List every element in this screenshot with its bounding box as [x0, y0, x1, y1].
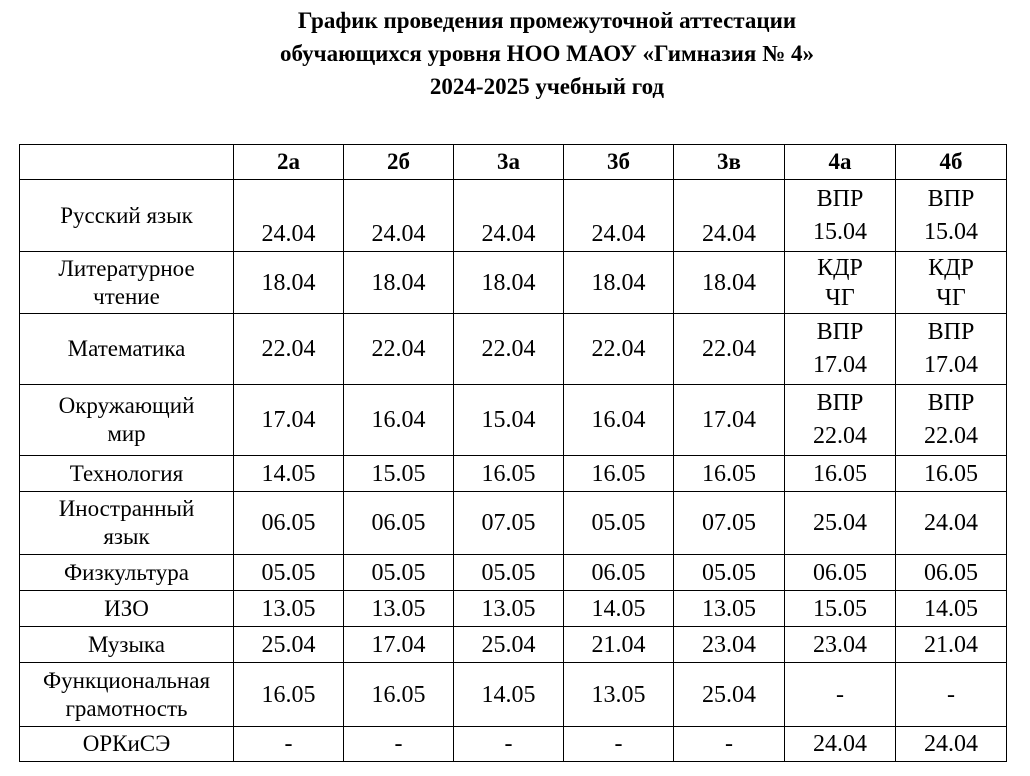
- cell-value: 16.05: [481, 460, 536, 487]
- column-header-7: 4б: [896, 145, 1007, 180]
- cell-value: 17.04: [924, 352, 978, 378]
- date-cell: [564, 252, 674, 314]
- subject-cell: [20, 314, 234, 385]
- cell-value: -: [725, 731, 733, 757]
- cell-value: 22.04: [702, 336, 756, 362]
- cell-value: 22.04: [371, 336, 426, 362]
- date-cell: [454, 555, 564, 591]
- cell-value: 13.05: [481, 595, 536, 622]
- date-cell: [564, 492, 674, 555]
- table-row: [20, 591, 1007, 627]
- attestation-schedule-table: [19, 144, 1007, 762]
- subject-label-line: язык: [103, 524, 150, 549]
- cell-value: 07.05: [481, 510, 536, 536]
- table-row: [20, 555, 1007, 591]
- subject-label-line: Окружающий: [58, 393, 195, 418]
- cell-value: 05.05: [261, 559, 316, 586]
- cell-value: 15.05: [371, 460, 426, 487]
- date-cell: [896, 314, 1007, 385]
- date-cell: [564, 180, 674, 252]
- date-cell: [344, 727, 454, 762]
- cell-value: 25.04: [261, 631, 316, 658]
- cell-value: ВПР: [816, 185, 864, 212]
- date-cell: [785, 663, 896, 727]
- cell-value: КДР: [817, 254, 863, 281]
- cell-value: 24.04: [591, 221, 646, 247]
- date-cell: [234, 555, 344, 591]
- column-header-6: 4а: [785, 145, 896, 180]
- date-cell: [674, 555, 785, 591]
- date-cell: [344, 456, 454, 492]
- cell-value: ВПР: [927, 185, 975, 212]
- table-row: [20, 456, 1007, 492]
- date-cell: [454, 627, 564, 663]
- cell-value: 06.05: [591, 559, 646, 586]
- date-cell: [785, 456, 896, 492]
- cell-value: 17.04: [813, 352, 867, 378]
- date-cell: [454, 492, 564, 555]
- date-cell: [454, 252, 564, 314]
- cell-value: 18.04: [371, 269, 426, 296]
- date-cell: [564, 385, 674, 456]
- subject-label-line: чтение: [93, 283, 160, 309]
- date-cell: [785, 555, 896, 591]
- date-cell: [234, 180, 344, 252]
- subject-cell: [20, 180, 234, 252]
- date-cell: [234, 627, 344, 663]
- cell-value: 23.04: [813, 631, 867, 658]
- cell-value: 13.05: [591, 681, 646, 708]
- cell-value: -: [614, 731, 623, 757]
- cell-value: -: [284, 731, 293, 757]
- date-cell: [454, 314, 564, 385]
- table-header-row: [20, 145, 1007, 180]
- table-row: [20, 252, 1007, 314]
- subject-cell: [20, 727, 234, 762]
- cell-value: -: [394, 731, 403, 757]
- subject-cell: [20, 385, 234, 456]
- cell-value: 17.04: [261, 407, 316, 433]
- subject-label-line: Музыка: [88, 631, 165, 657]
- subject-label-line: Технология: [69, 460, 184, 486]
- date-cell: [234, 591, 344, 627]
- date-cell: [896, 385, 1007, 456]
- date-cell: [674, 663, 785, 727]
- cell-value: КДР: [928, 254, 974, 281]
- cell-value: 06.05: [924, 559, 978, 586]
- date-cell: [234, 385, 344, 456]
- column-header-3: 3а: [454, 145, 564, 180]
- subject-label-line: ОРКиСЭ: [82, 731, 171, 756]
- date-cell: [454, 591, 564, 627]
- cell-value: 16.05: [702, 460, 756, 487]
- cell-value: 24.04: [813, 731, 867, 757]
- date-cell: [896, 555, 1007, 591]
- date-cell: [785, 492, 896, 555]
- page-title: [0, 4, 1030, 103]
- subject-label-line: Литературное: [58, 255, 195, 281]
- cell-value: 25.04: [813, 510, 867, 536]
- cell-value: 15.04: [481, 407, 536, 433]
- date-cell: [344, 180, 454, 252]
- date-cell: [454, 663, 564, 727]
- table-row: [20, 180, 1007, 252]
- table-row: [20, 385, 1007, 456]
- date-cell: [234, 727, 344, 762]
- date-cell: [564, 591, 674, 627]
- cell-value: 16.05: [813, 460, 867, 487]
- cell-value: 16.05: [591, 460, 646, 487]
- cell-value: 17.04: [371, 631, 426, 658]
- date-cell: [234, 492, 344, 555]
- cell-value: 06.05: [813, 559, 867, 586]
- date-cell: [896, 492, 1007, 555]
- cell-value: 05.05: [591, 510, 646, 536]
- subject-cell: [20, 627, 234, 663]
- column-header-2: 2б: [344, 145, 454, 180]
- date-cell: [785, 627, 896, 663]
- date-cell: [344, 385, 454, 456]
- date-cell: [674, 314, 785, 385]
- cell-value: 15.04: [813, 218, 867, 245]
- cell-value: 15.05: [813, 595, 867, 622]
- cell-value: 18.04: [481, 269, 536, 296]
- date-cell: [896, 627, 1007, 663]
- cell-value: 05.05: [702, 559, 756, 586]
- cell-value: 16.04: [371, 407, 426, 433]
- cell-value: ВПР: [816, 319, 864, 345]
- cell-value: 16.05: [924, 460, 978, 487]
- date-cell: [344, 591, 454, 627]
- cell-value: 07.05: [702, 510, 756, 536]
- date-cell: [344, 314, 454, 385]
- date-cell: [785, 591, 896, 627]
- date-cell: [454, 456, 564, 492]
- table-row: [20, 492, 1007, 555]
- cell-value: 23.04: [702, 631, 756, 658]
- date-cell: [344, 663, 454, 727]
- date-cell: [674, 456, 785, 492]
- cell-value: 13.05: [371, 595, 426, 622]
- cell-value: 25.04: [702, 681, 756, 708]
- cell-value: 24.04: [371, 221, 426, 247]
- subject-label-line: Функциональная: [42, 667, 211, 693]
- cell-value: 14.05: [924, 595, 978, 622]
- subject-cell: [20, 456, 234, 492]
- cell-value: 16.05: [261, 681, 316, 708]
- cell-value: 24.04: [481, 221, 536, 247]
- cell-value: ВПР: [927, 319, 975, 345]
- date-cell: [785, 180, 896, 252]
- date-cell: [344, 555, 454, 591]
- table-row: [20, 627, 1007, 663]
- date-cell: [564, 663, 674, 727]
- subject-label-line: Физкультура: [64, 559, 189, 585]
- cell-value: 13.05: [261, 595, 316, 622]
- date-cell: [785, 314, 896, 385]
- cell-value: ЧГ: [825, 284, 855, 311]
- date-cell: [454, 385, 564, 456]
- cell-value: 17.04: [702, 407, 756, 433]
- date-cell: [674, 591, 785, 627]
- date-cell: [564, 555, 674, 591]
- date-cell: [454, 727, 564, 762]
- date-cell: [344, 252, 454, 314]
- date-cell: [785, 385, 896, 456]
- cell-value: 24.04: [924, 510, 978, 536]
- cell-value: 14.05: [261, 460, 316, 487]
- date-cell: [564, 314, 674, 385]
- date-cell: [896, 591, 1007, 627]
- table-body: [20, 180, 1007, 762]
- title-line-1: График проведения промежуточной аттестации: [297, 8, 797, 33]
- date-cell: [454, 180, 564, 252]
- cell-value: -: [947, 681, 955, 708]
- cell-value: ВПР: [816, 390, 864, 416]
- date-cell: [344, 492, 454, 555]
- date-cell: [234, 252, 344, 314]
- date-cell: [674, 492, 785, 555]
- cell-value: 18.04: [591, 269, 646, 296]
- cell-value: 24.04: [924, 731, 978, 757]
- subject-cell: [20, 663, 234, 727]
- cell-value: 06.05: [261, 510, 316, 536]
- cell-value: 06.05: [371, 510, 426, 536]
- date-cell: [674, 252, 785, 314]
- cell-value: 18.04: [702, 269, 756, 296]
- subject-label-line: Русский язык: [60, 202, 193, 228]
- cell-value: 05.05: [481, 559, 536, 586]
- subject-label-line: мир: [107, 421, 146, 446]
- column-header-1: 2а: [234, 145, 344, 180]
- date-cell: [896, 727, 1007, 762]
- date-cell: [896, 252, 1007, 314]
- cell-value: 16.05: [371, 681, 426, 708]
- date-cell: [234, 663, 344, 727]
- subject-cell: [20, 492, 234, 555]
- cell-value: 18.04: [261, 269, 316, 296]
- header-corner-cell: [20, 145, 234, 180]
- subject-label-line: Математика: [67, 336, 186, 361]
- cell-value: 14.05: [481, 681, 536, 708]
- cell-value: 25.04: [481, 631, 536, 658]
- cell-value: 21.04: [591, 631, 646, 658]
- subject-cell: [20, 555, 234, 591]
- cell-value: 22.04: [591, 336, 646, 362]
- cell-value: ВПР: [927, 390, 975, 416]
- cell-value: 15.04: [924, 218, 978, 245]
- cell-value: 05.05: [371, 559, 426, 586]
- date-cell: [564, 727, 674, 762]
- date-cell: [674, 727, 785, 762]
- date-cell: [234, 314, 344, 385]
- date-cell: [785, 727, 896, 762]
- date-cell: [674, 627, 785, 663]
- subject-label-line: грамотность: [65, 695, 188, 721]
- date-cell: [564, 627, 674, 663]
- cell-value: -: [836, 681, 844, 708]
- date-cell: [896, 663, 1007, 727]
- date-cell: [674, 180, 785, 252]
- date-cell: [896, 180, 1007, 252]
- cell-value: 24.04: [261, 221, 316, 247]
- table-row: [20, 314, 1007, 385]
- cell-value: 21.04: [924, 631, 978, 658]
- cell-value: 14.05: [591, 595, 646, 622]
- cell-value: 16.04: [591, 407, 646, 433]
- title-line-2: обучающихся уровня НОО МАОУ «Гимназия № 4»: [280, 41, 814, 66]
- cell-value: 22.04: [481, 336, 536, 362]
- date-cell: [896, 456, 1007, 492]
- cell-value: 13.05: [702, 595, 756, 622]
- table-row: [20, 663, 1007, 727]
- date-cell: [234, 456, 344, 492]
- subject-cell: [20, 591, 234, 627]
- cell-value: ЧГ: [936, 284, 966, 311]
- date-cell: [785, 252, 896, 314]
- title-line-3: 2024-2025 учебный год: [429, 74, 665, 99]
- date-cell: [674, 385, 785, 456]
- cell-value: 24.04: [702, 221, 756, 247]
- column-header-5: 3в: [674, 145, 785, 180]
- date-cell: [564, 456, 674, 492]
- date-cell: [344, 627, 454, 663]
- subject-label-line: Иностранный: [58, 496, 195, 521]
- subject-cell: [20, 252, 234, 314]
- subject-label-line: ИЗО: [104, 595, 149, 621]
- cell-value: -: [504, 731, 513, 757]
- cell-value: 22.04: [813, 423, 867, 449]
- cell-value: 22.04: [924, 423, 978, 449]
- column-header-4: 3б: [564, 145, 674, 180]
- table-row: [20, 727, 1007, 762]
- cell-value: 22.04: [261, 336, 316, 362]
